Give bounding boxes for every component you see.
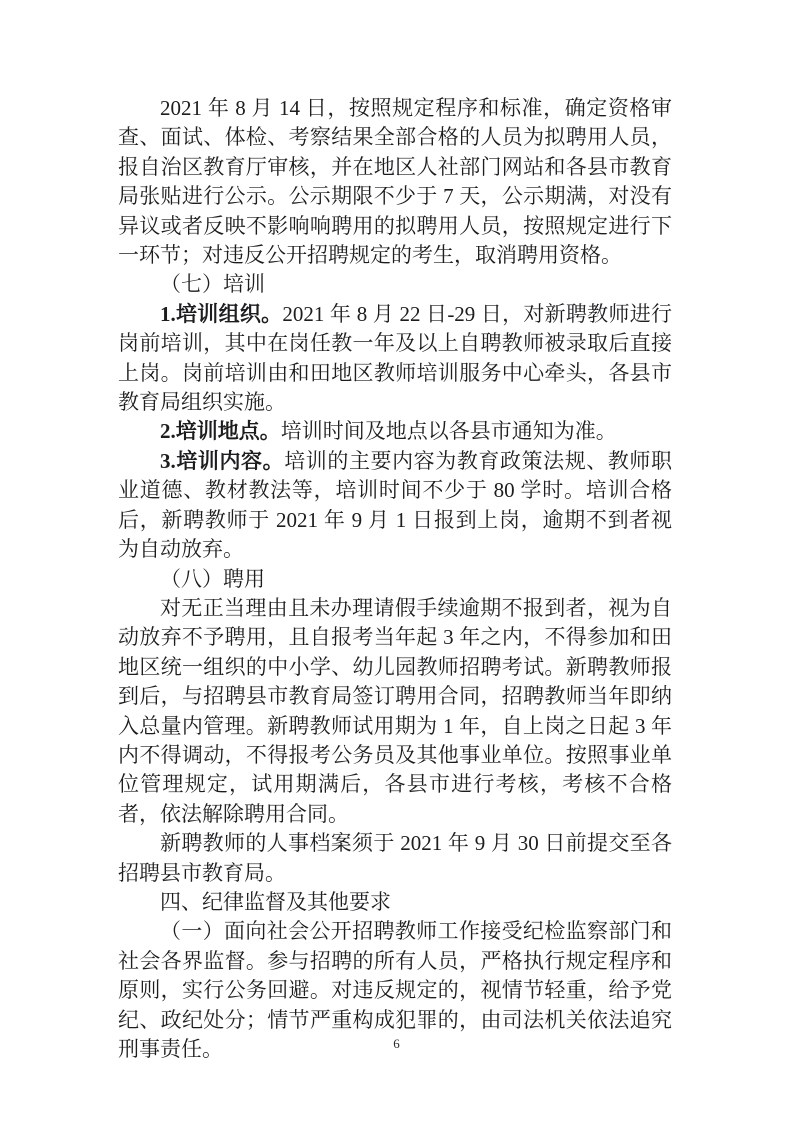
page-number: 6 [393,1036,400,1051]
paragraph [118,594,672,829]
paragraph-lead-label: 2.培训地点。 [160,419,281,444]
paragraph-text: （一）面向社会公开招聘教师工作接受纪检监察部门和社会各界监督。参与招聘的所有人员，严格执行规定程序和原则，实行公务回避。对违反规定的，视情节轻重，给予党纪、政纪处分；情节严重构成犯罪的，由司法机关依法追究刑事责任。 [118,919,672,1061]
paragraph-text: 新聘教师的人事档案须于 2021 年 9 月 30 日前提交至各招聘县市教育局。 [118,831,672,885]
paragraph-text: 四、纪律监督及其他要求 [160,889,391,914]
paragraph-text: 2021 年 8 月 22 日-29 日，对新聘教师进行岗前培训，其中在岗任教一年及以上自聘教师被录取后直接上岗。岗前培训由和田地区教师培训服务中心牵头，各县市教育局组织实施。 [118,301,673,415]
paragraph [118,270,672,299]
paragraph [118,94,672,270]
paragraph-lead-label: 1.培训组织。 [160,301,283,326]
paragraph [118,565,672,594]
paragraph-text: 对无正当理由且未办理请假手续逾期不报到者，视为自动放弃不予聘用，且自报考当年起 3 年之内，不得参加和田地区统一组织的中小学、幼儿园教师招聘考试。新聘教师报到后，与招聘县市教育局签订聘用合同，招聘教师当年即纳入总量内管理。新聘教师试用期为 1 年，自上岗之日起 3 年内不得调动，不得报考公务员及其他事业单位。按照事业单位管理规定，试用期满后，各县市进行考核，考核不合格者，依法解除聘用合同。 [118,595,672,826]
paragraph-text: （八）聘用 [160,566,265,591]
paragraph [118,829,672,888]
paragraph [118,447,672,565]
paragraph-lead-label: 3.培训内容。 [160,448,285,473]
paragraph [118,417,672,446]
paragraph [118,300,672,418]
paragraph-text: （七）培训 [160,272,265,297]
paragraph-text: 2021 年 8 月 14 日，按照规定程序和标准，确定资格审查、面试、体检、考察结果全部合格的人员为拟聘用人员，报自治区教育厅审核，并在地区人社部门网站和各县市教育局张贴进行公示。公示期限不少于 7 天，公示期满，对没有异议或者反映不影响响聘用的拟聘用人员，按照规定进行下一环节；对违反公开招聘规定的考生，取消聘用资格。 [118,96,672,268]
paragraph [118,888,672,917]
document-body [118,94,672,1064]
paragraph-text: 培训的主要内容为教育政策法规、教师职业道德、教材教法等，培训时间不少于 80 学时。培训合格后，新聘教师于 2021 年 9 月 1 日报到上岗，逾期不到者视为自动放弃。 [118,448,673,562]
paragraph-text: 培训时间及地点以各县市通知为准。 [280,419,617,444]
